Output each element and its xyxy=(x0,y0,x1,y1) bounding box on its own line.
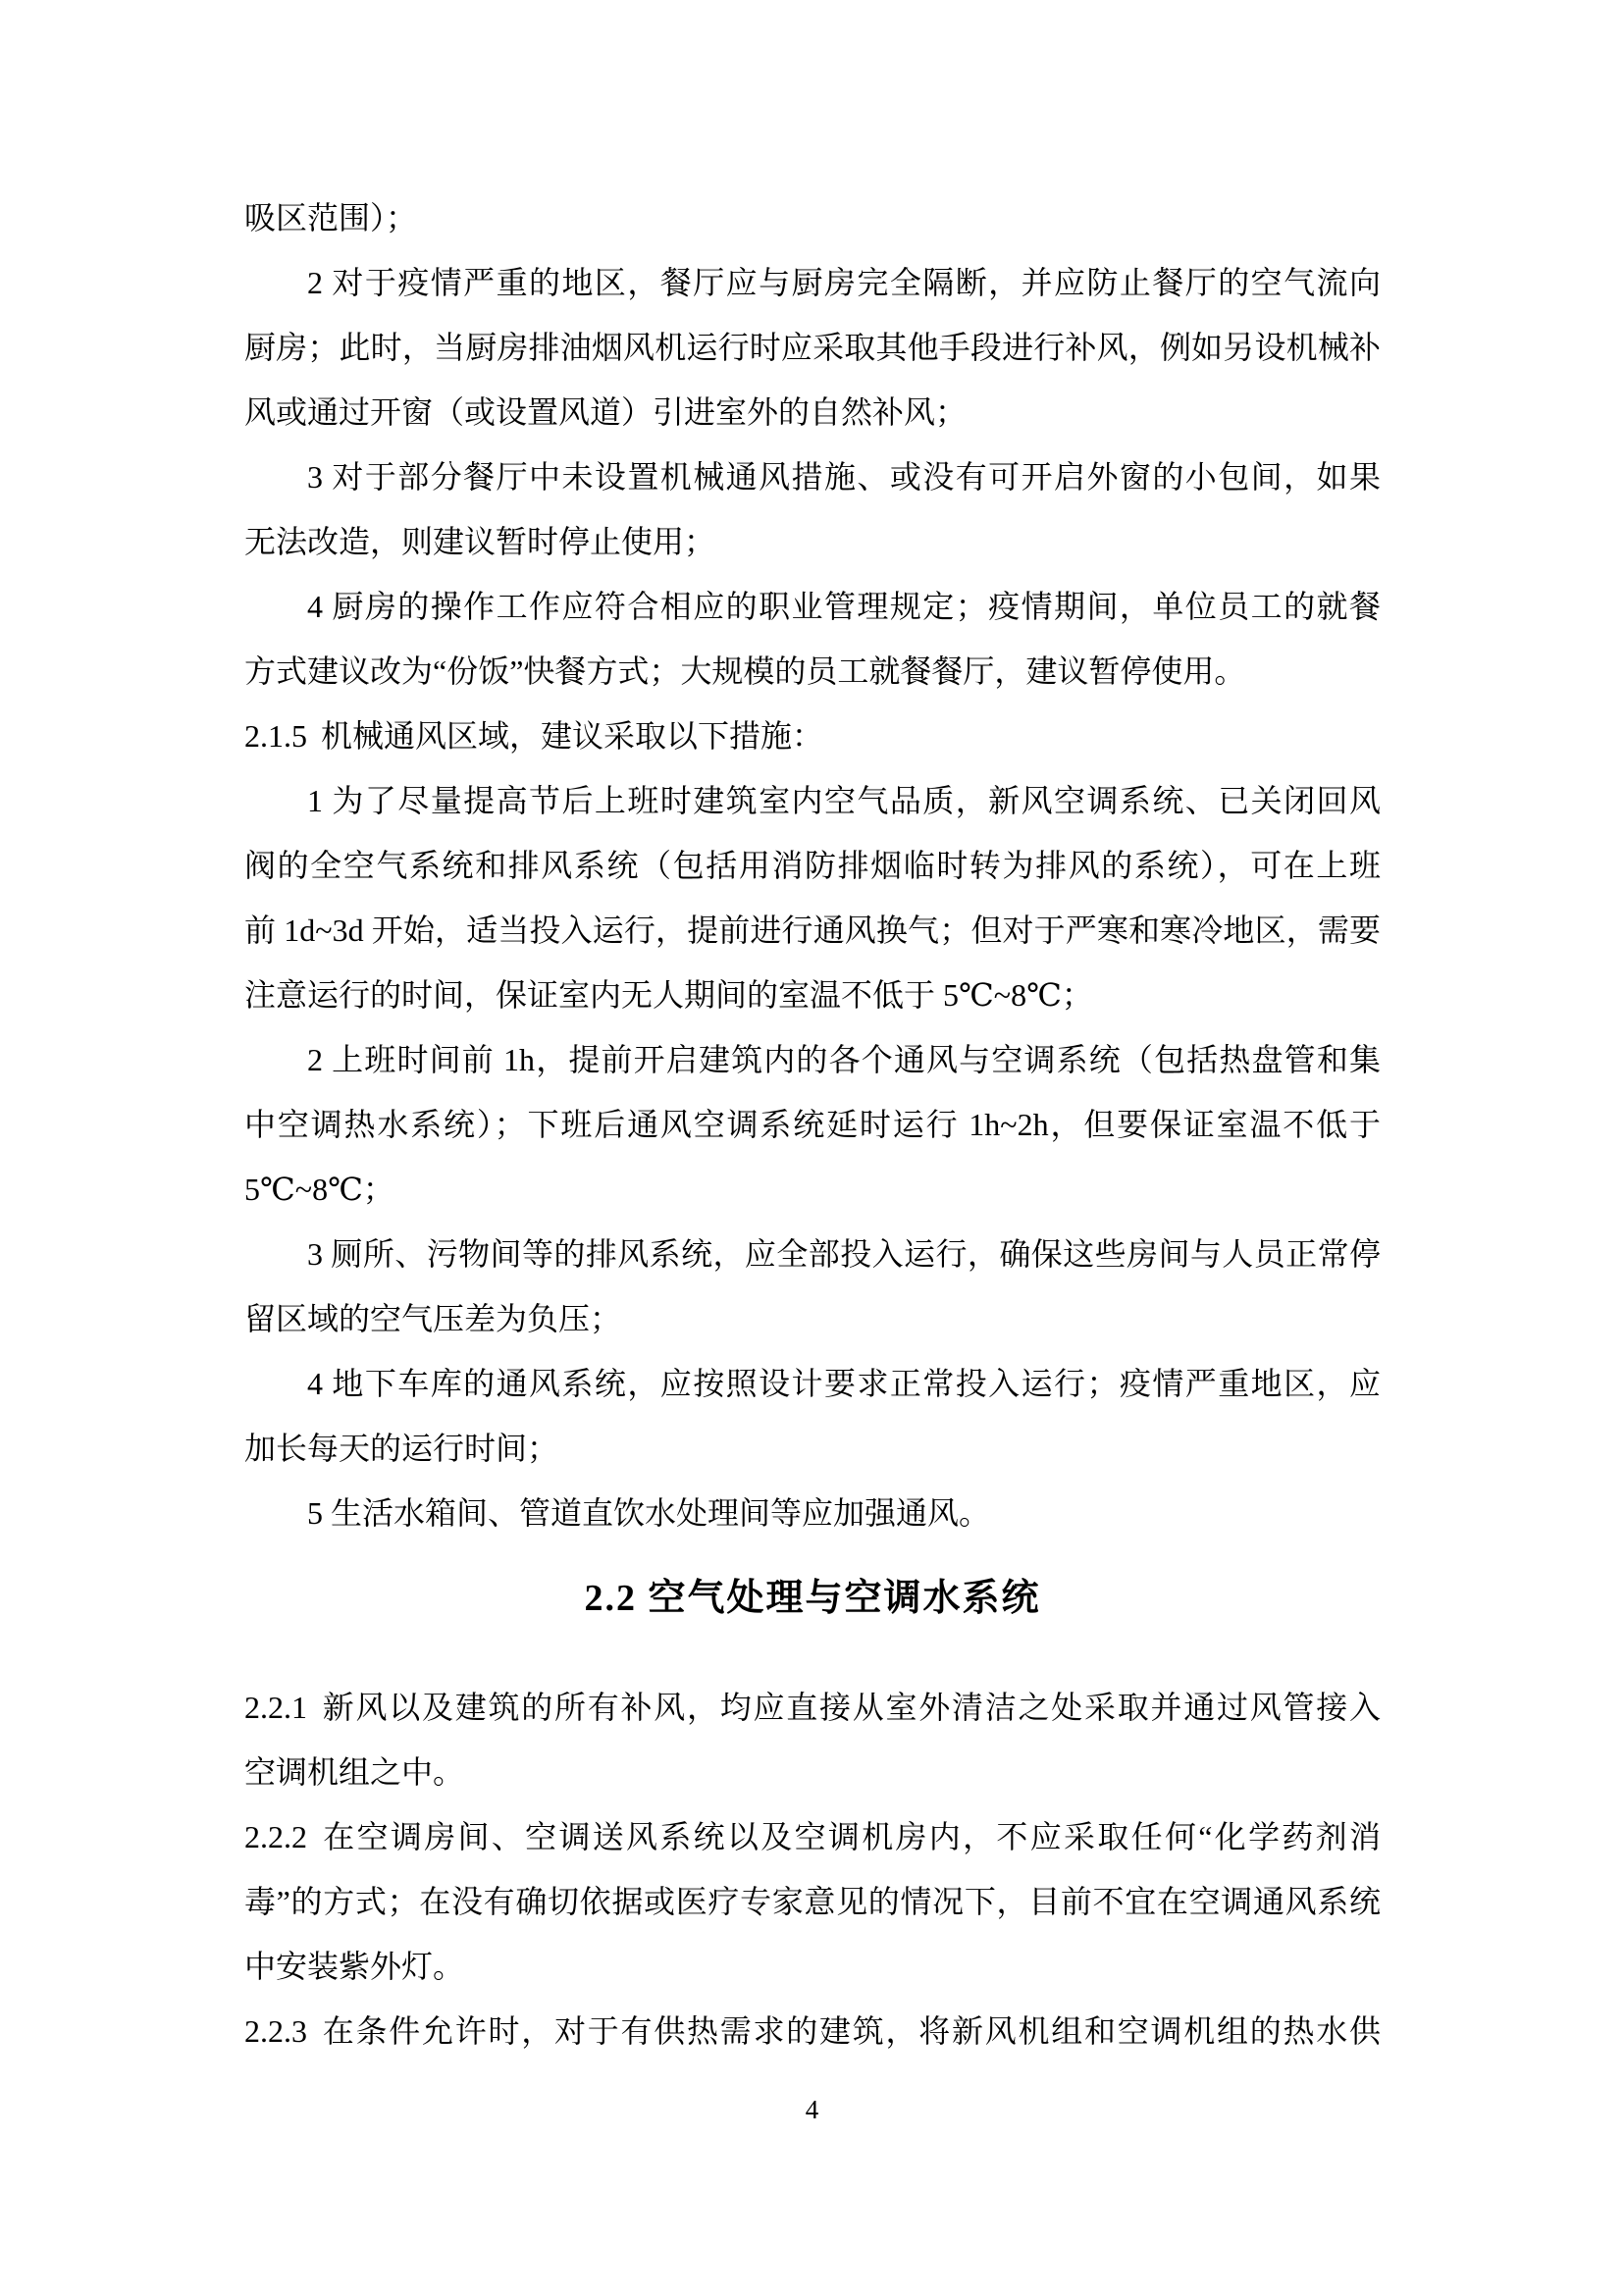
paragraph-line xyxy=(244,1675,1381,1740)
paragraph-line: 中空调热水系统）；下班后通风空调系统延时运行 1h~2h，但要保证室温不低于 xyxy=(244,1107,1381,1142)
paragraph-line: 4 地下车库的通风系统，应按照设计要求正常投入运行；疫情严重地区，应 xyxy=(307,1366,1381,1401)
paragraph-line: 无法改造，则建议暂时停止使用； xyxy=(244,524,716,559)
paragraph-line xyxy=(244,1804,1381,1869)
paragraph-line xyxy=(244,1999,1381,2063)
paragraph-line: 风或通过开窗（或设置风道）引进室外的自然补风； xyxy=(244,394,968,430)
line-text: 机械通风区域，建议采取以下措施： xyxy=(321,718,824,754)
paragraph-line: 5 生活水箱间、管道直饮水处理间等应加强通风。 xyxy=(307,1495,991,1531)
paragraph-line: 4 厨房的操作工作应符合相应的职业管理规定；疫情期间，单位员工的就餐 xyxy=(307,589,1381,624)
text-body xyxy=(244,185,1381,2063)
paragraph-line: 注意运行的时间，保证室内无人期间的室温不低于 5℃~8℃； xyxy=(244,977,1093,1013)
line-text: 在空调房间、空调送风系统以及空调机房内，不应采取任何“化学药剂消 xyxy=(321,1819,1381,1854)
paragraph-line: 3 厕所、污物间等的排风系统，应全部投入运行，确保这些房间与人员正常停 xyxy=(307,1236,1381,1272)
paragraph-line: 2 对于疫情严重的地区，餐厅应与厨房完全隔断，并应防止餐厅的空气流向 xyxy=(307,265,1381,300)
paragraph-line: 阀的全空气系统和排风系统（包括用消防排烟临时转为排风的系统），可在上班 xyxy=(244,848,1381,883)
paragraph-line: 5℃~8℃； xyxy=(244,1172,394,1207)
paragraph-line: 毒”的方式；在没有确切依据或医疗专家意见的情况下，目前不宜在空调通风系统 xyxy=(244,1884,1381,1919)
section-number: 2.1.5 xyxy=(244,718,307,754)
line-text: 新风以及建筑的所有补风，均应直接从室外清洁之处采取并通过风管接入 xyxy=(321,1690,1381,1725)
paragraph-line: 3 对于部分餐厅中未设置机械通风措施、或没有可开启外窗的小包间，如果 xyxy=(307,459,1381,495)
paragraph-line: 前 1d~3d 开始，适当投入运行，提前进行通风换气；但对于严寒和寒冷地区，需要 xyxy=(244,913,1381,948)
paragraph-line: 2 上班时间前 1h，提前开启建筑内的各个通风与空调系统（包括热盘管和集 xyxy=(307,1042,1381,1077)
paragraph-line: 吸区范围）； xyxy=(244,200,418,235)
paragraph-line: 空调机组之中。 xyxy=(244,1754,465,1790)
paragraph-line: 中安装紫外灯。 xyxy=(244,1949,465,1984)
section-number: 2.2.3 xyxy=(244,2013,307,2049)
section-number: 2.2.1 xyxy=(244,1690,307,1725)
paragraph-line xyxy=(244,704,1381,768)
paragraph-line: 留区域的空气压差为负压； xyxy=(244,1301,622,1336)
paragraph-line: 厨房；此时，当厨房排油烟风机运行时应采取其他手段进行补风，例如另设机械补 xyxy=(244,330,1381,365)
paragraph-line: 1 为了尽量提高节后上班时建筑室内空气品质，新风空调系统、已关闭回风 xyxy=(307,783,1381,818)
paragraph-line: 加长每天的运行时间； xyxy=(244,1431,559,1466)
paragraph-line: 方式建议改为“份饭”快餐方式；大规模的员工就餐餐厅，建议暂停使用。 xyxy=(244,653,1246,689)
line-text: 在条件允许时，对于有供热需求的建筑，将新风机组和空调机组的热水供 xyxy=(321,2013,1381,2049)
section-number: 2.2.2 xyxy=(244,1819,307,1854)
section-heading: 2.2 空气处理与空调水系统 xyxy=(584,1578,1041,1619)
page-number: 4 xyxy=(805,2095,819,2124)
